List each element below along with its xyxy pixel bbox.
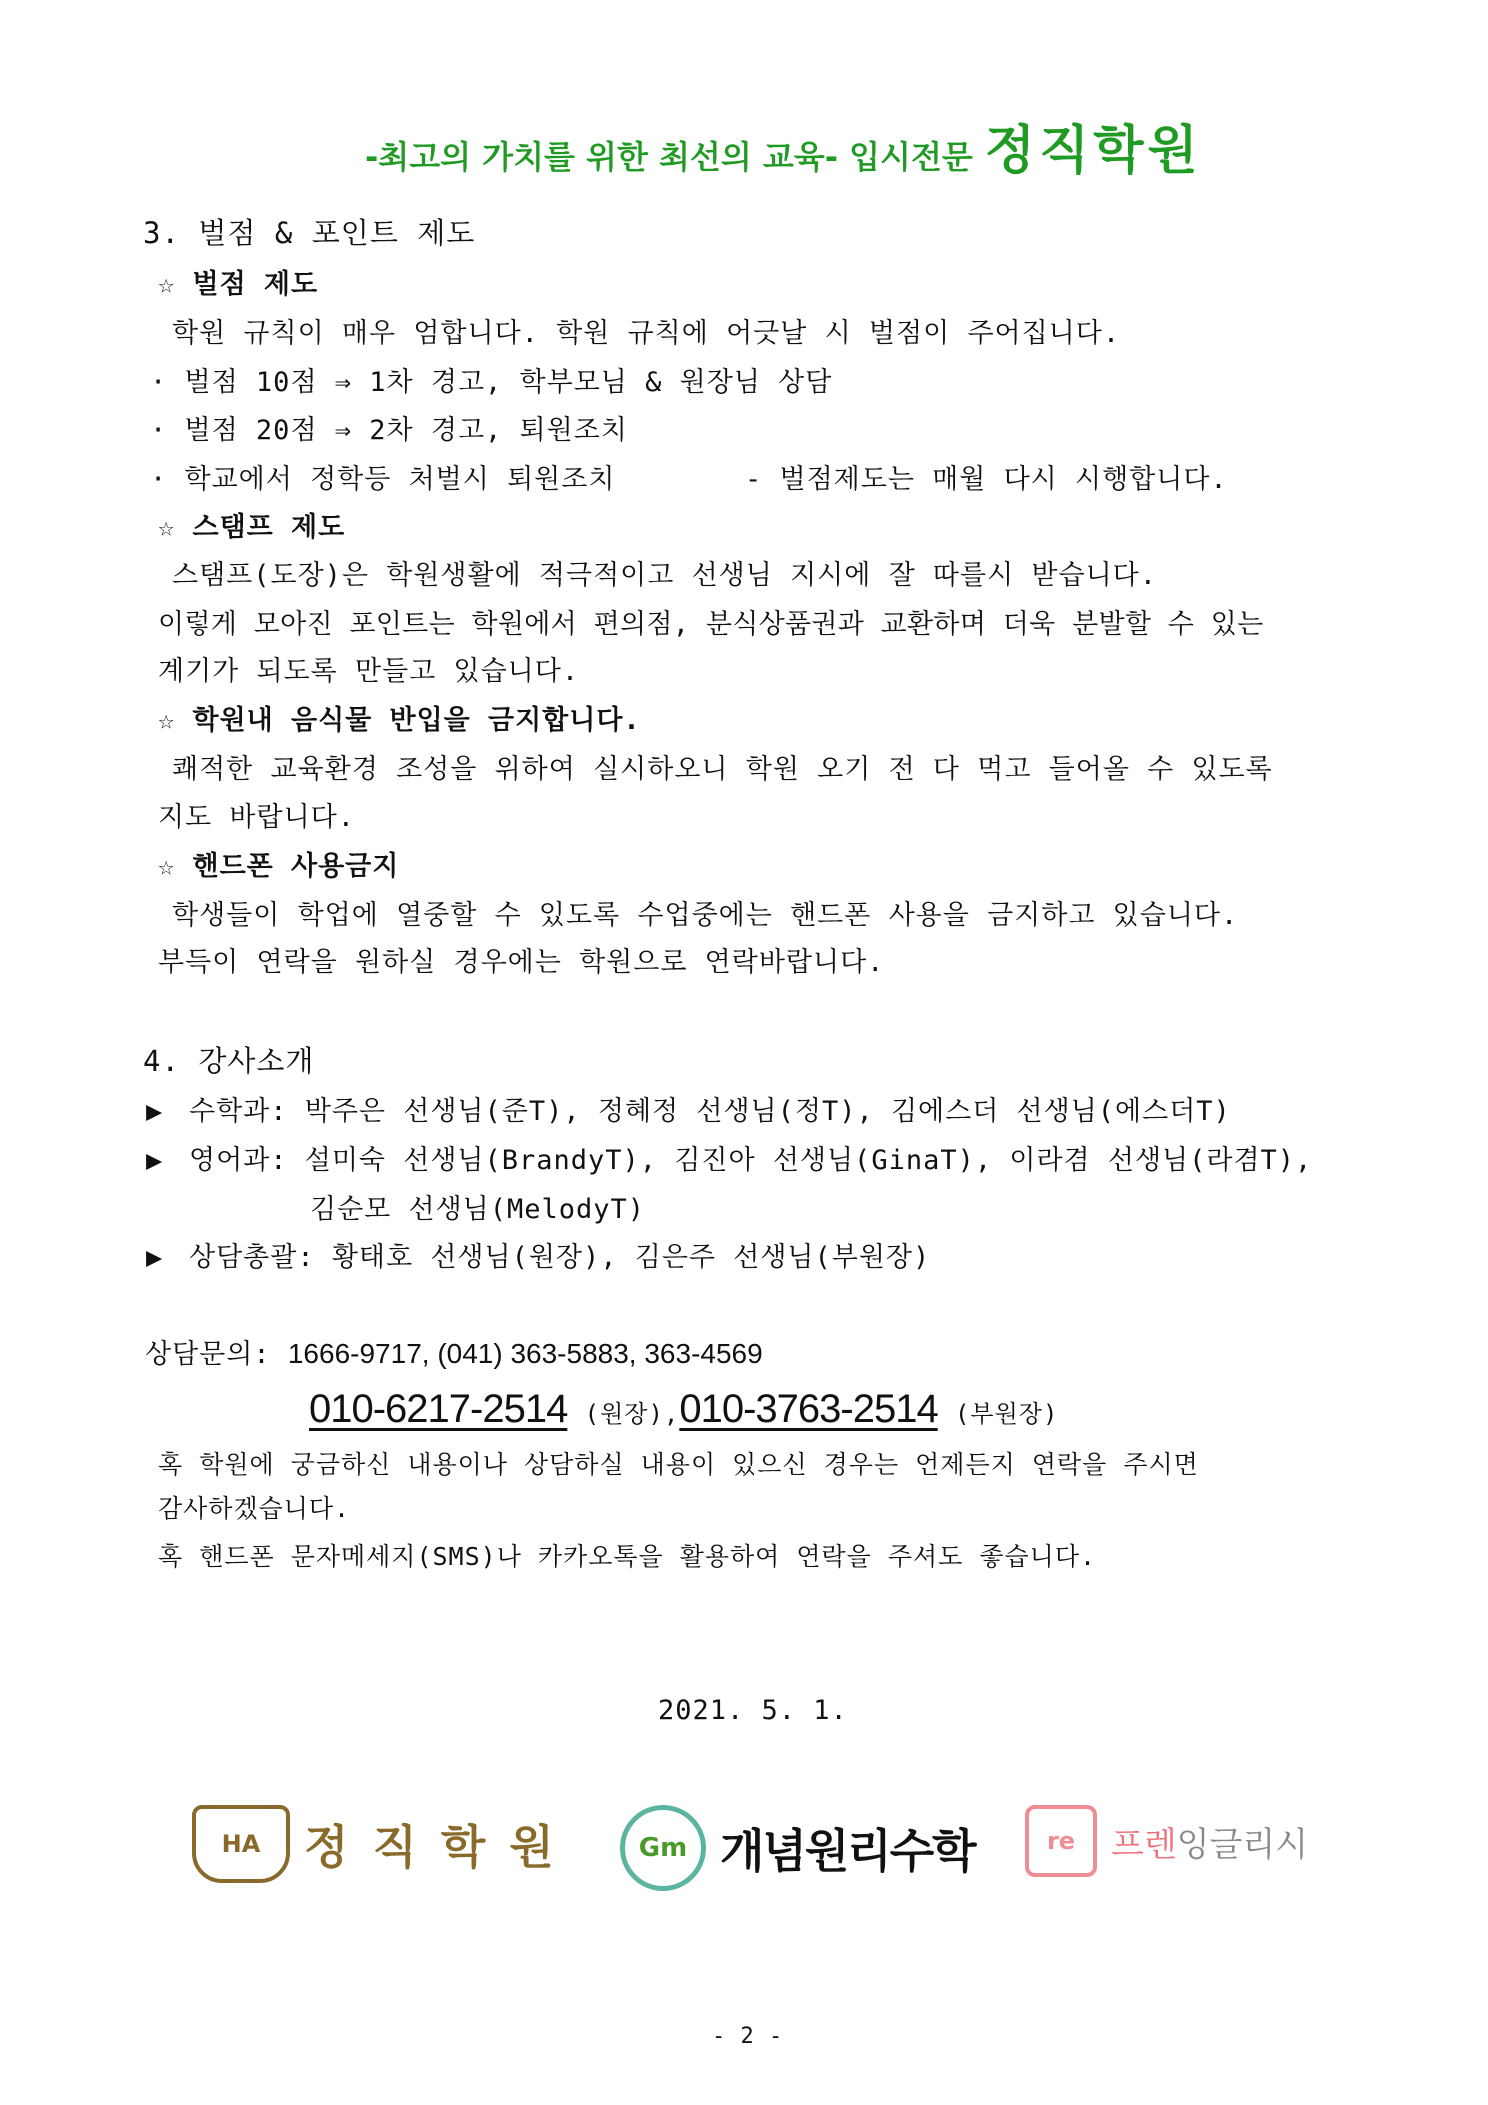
section3-title: 3. 벌점 & 포인트 제도 [143, 216, 476, 250]
teacher-list-item: 김순모 선생님(MelodyT) [310, 1194, 646, 1225]
header-slogan: -최고의 가치를 위한 최선의 교육- 입시전문 [365, 138, 973, 176]
stamp-heading: ☆ 스탬프 제도 [158, 512, 346, 543]
contact-note: 혹 핸드폰 문자메세지(SMS)나 카카오톡을 활용하여 연락을 주셔도 좋습니다. [158, 1542, 1097, 1571]
teacher-list-item: 수학과: 박주은 선생님(준T), 정혜정 선생님(정T), 김에스더 선생님(에스더T) [189, 1096, 1231, 1127]
stamp-line: 계기가 되도록 만들고 있습니다. [158, 656, 580, 687]
gm-emblem-icon: Gm [620, 1805, 706, 1891]
bullet-icon: ▶ [146, 1096, 164, 1127]
stamp-line: 스탬프(도장)은 학원생활에 적극적이고 선생님 지시에 잘 따를시 받습니다. [172, 560, 1158, 591]
penalty-item: · 벌점 10점 ⇒ 1차 경고, 학부모님 & 원장님 상담 [150, 367, 833, 398]
fren-english-logo [1025, 1805, 1308, 1877]
jeongjik-academy-logo [192, 1805, 558, 1883]
vice-director-phone[interactable]: 010-3763-2514 [679, 1387, 938, 1431]
contact-numbers: 1666-9717, (041) 363-5883, 363-4569 [287, 1338, 763, 1369]
stamp-line: 이렇게 모아진 포인트는 학원에서 편의점, 분식상품권과 교환하며 더욱 분발할 수 있는 [158, 609, 1264, 640]
food-heading: ☆ 학원내 음식물 반입을 금지합니다. [158, 705, 641, 736]
phone-heading: ☆ 핸드폰 사용금지 [158, 851, 400, 882]
bullet-icon: ▶ [146, 1242, 164, 1273]
penalty-heading: ☆ 벌점 제도 [158, 269, 319, 300]
academy-logo-text: 정 직 학 원 [304, 1820, 558, 1874]
page-number: - 2 - [712, 2024, 784, 2049]
director-role: (원장), [584, 1400, 680, 1428]
phone-line: 부득이 연락을 원하실 경우에는 학원으로 연락바랍니다. [158, 947, 885, 978]
food-line: 지도 바랍니다. [158, 802, 356, 833]
contact-note: 혹 학원에 궁금하신 내용이나 상담하실 내용이 있으신 경우는 언제든지 연락을 주시면 [158, 1450, 1199, 1479]
teacher-list-item: 영어과: 설미숙 선생님(BrandyT), 김진아 선생님(GinaT), 이라겸 선생님(라겸T), [189, 1145, 1313, 1176]
contact-label: 상담문의: [145, 1339, 271, 1370]
director-phone[interactable]: 010-6217-2514 [309, 1387, 568, 1431]
section4-title: 4. 강사소개 [143, 1044, 315, 1078]
penalty-intro: 학원 규칙이 매우 엄합니다. 학원 규칙에 어긋날 시 벌점이 주어집니다. [172, 318, 1121, 349]
chat-bubble-icon: re [1025, 1805, 1097, 1877]
phone-line: 학생들이 학업에 열중할 수 있도록 수업중에는 핸드폰 사용을 금지하고 있습니다. [172, 900, 1239, 931]
mobile-line [309, 1386, 1058, 1437]
contact-note: 감사하겠습니다. [158, 1494, 351, 1523]
vice-director-role: (부원장) [954, 1400, 1059, 1428]
gaenyeom-math-logo [620, 1805, 975, 1891]
english-logo-text-a: 프렌 [1111, 1824, 1177, 1865]
header [365, 108, 1202, 183]
teacher-list-item: 상담총괄: 황태호 선생님(원장), 김은주 선생님(부원장) [189, 1242, 931, 1273]
math-logo-text: 개념원리수학 [720, 1824, 975, 1878]
shield-emblem-icon: HA [192, 1805, 290, 1883]
contact-line [145, 1337, 763, 1372]
penalty-item: · 벌점 20점 ⇒ 2차 경고, 퇴원조치 [150, 415, 628, 446]
document-date: 2021. 5. 1. [658, 1695, 848, 1726]
food-line: 쾌적한 교육환경 조성을 위하여 실시하오니 학원 오기 전 다 먹고 들어올 수 있도록 [172, 754, 1273, 785]
penalty-item: · 학교에서 정학등 처벌시 퇴원조치 [150, 464, 616, 495]
penalty-note: - 벌점제도는 매월 다시 시행합니다. [745, 464, 1228, 495]
header-academy-name: 정직학원 [984, 121, 1202, 181]
english-logo-text-b: 잉글리시 [1176, 1824, 1309, 1865]
bullet-icon: ▶ [146, 1145, 164, 1176]
